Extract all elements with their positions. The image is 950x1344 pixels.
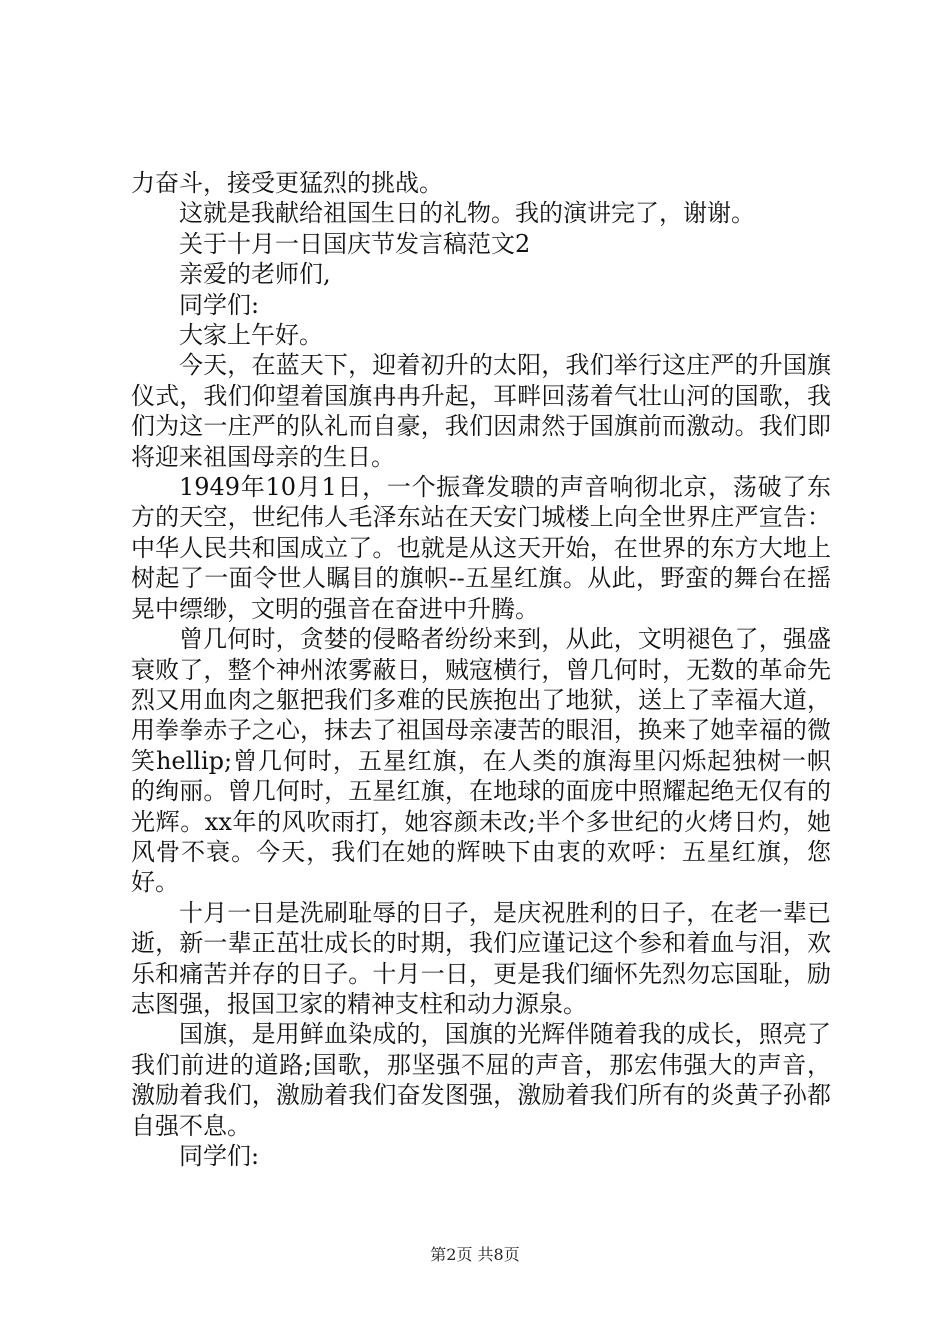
paragraph-1: 力奋斗，接受更猛烈的挑战。 [131,169,443,197]
paragraph-2: 这就是我献给祖国生日的礼物。我的演讲完了，谢谢。 [179,199,755,228]
greeting-morning: 大家上午好。 [179,321,323,350]
greeting-teachers: 亲爱的老师们, [179,260,331,289]
paragraph-8: 1949年10月1日，一个振聋发聩的声音响彻北京，荡破了东方的天空，世纪伟人毛泽东站在天安门城楼上向全世界庄严宣告：中华人民共和国成立了。也就是从这天开始，在世界的东方大地上树起了一面令世人瞩目的旗帜--五星红旗。从此，野蛮的舞台在摇晃中缥缈，文明的强音在奋进中升腾。 [131,473,831,623]
paragraph-9: 曾几何时，贪婪的侵略者纷纷来到，从此，文明褪色了，强盛衰败了，整个神州浓雾蔽日，贼寇横行，曾几何时，无数的革命先烈又用血肉之躯把我们多难的民族抱出了地狱，送上了幸福大道，用拳拳赤子之心，抹去了祖国母亲凄苦的眼泪，换来了她幸福的微笑hellip;曾几何时，五星红旗，在人类的旗海里闪烁起独树一帜的绚丽。曾几何时，五星红旗，在地球的面庞中照耀起绝无仅有的光辉。xx年的风吹雨打，她容颜未改;半个多世纪的火烤日灼，她风骨不衰。今天，我们在她的辉映下由衷的欢呼：五星红旗，您好。 [131,625,831,897]
paragraph-7: 今天，在蓝天下，迎着初升的太阳，我们举行这庄严的升国旗仪式，我们仰望着国旗冉冉升起，耳畔回荡着气壮山河的国歌，我们为这一庄严的队礼而自豪，我们因肃然于国旗前而激动。我们即将迎来祖国母亲的生日。 [131,351,831,471]
section-title: 关于十月一日国庆节发言稿范文2 [179,229,531,258]
paragraph-12: 同学们: [179,1142,260,1170]
greeting-students: 同学们: [179,290,260,319]
paragraph-10: 十月一日是洗刷耻辱的日子，是庆祝胜利的日子，在老一辈已逝，新一辈正茁壮成长的时期，我们应谨记这个参和着血与泪，欢乐和痛苦并存的日子。十月一日，更是我们缅怀先烈勿忘国耻，励志图强，报国卫家的精神支柱和动力源泉。 [131,898,831,1018]
page-footer: 第2页 共8页 [430,1245,520,1264]
body-text [131,168,831,1171]
paragraph-11: 国旗，是用鲜血染成的，国旗的光辉伴随着我的成长，照亮了我们前进的道路;国歌，那坚强不屈的声音，那宏伟强大的声音，激励着我们，激励着我们奋发图强，激励着我们所有的炎黄子孙都自强不息。 [131,1020,831,1140]
